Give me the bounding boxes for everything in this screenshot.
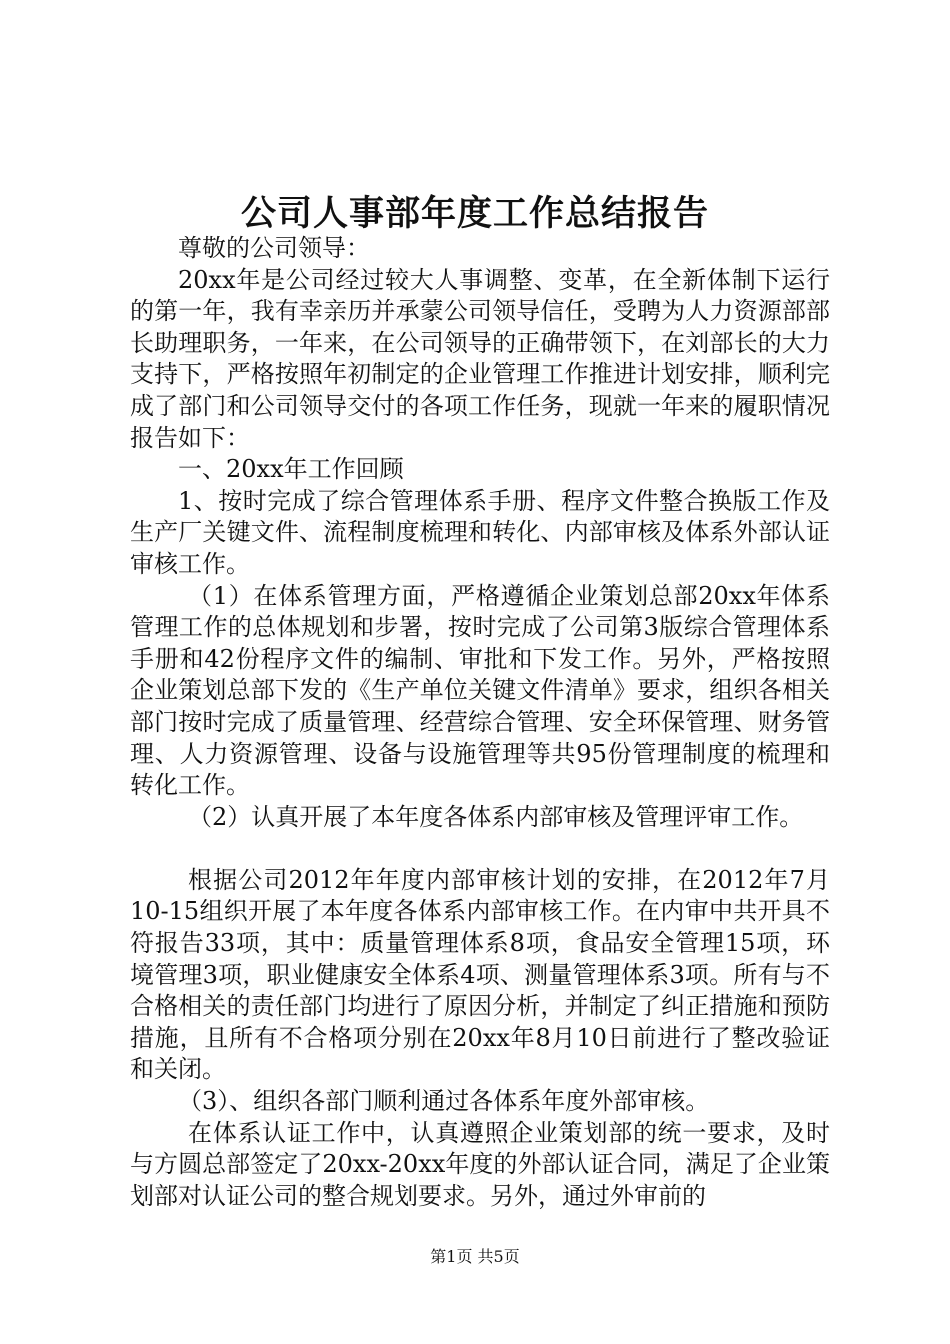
paragraph-subitem-1: （1）在体系管理方面，严格遵循企业策划总部20xx年体系管理工作的总体规划和步署，按时完成了公司第3版综合管理体系手册和42份程序文件的编制、审批和下发工作。另外，严格按照企业策划总部下发的《生产单位关键文件清单》要求，组织各相关部门按时完成了质量管理、经营综合管理、安全环保管理、财务管理、人力资源管理、设备与设施管理等共95份管理制度的梳理和转化工作。 [130, 581, 830, 800]
paragraph-spacer [130, 833, 830, 865]
page-footer: 第1页 共5页 [430, 1247, 520, 1266]
paragraph-certification: 在体系认证工作中，认真遵照企业策划部的统一要求，及时与方圆总部签定了20xx-20xx年度的外部认证合同，满足了企业策划部对认证公司的整合规划要求。另外，通过外审前的 [130, 1118, 830, 1210]
paragraph-subitem-3: （3）、组织各部门顺利通过各体系年度外部审核。 [178, 1087, 710, 1116]
paragraph-subitem-2: （2）认真开展了本年度各体系内部审核及管理评审工作。 [188, 802, 804, 831]
section-heading: 一、20xx年工作回顾 [178, 455, 404, 484]
salutation: 尊敬的公司领导： [178, 234, 370, 262]
document-body [130, 233, 830, 1212]
document-title: 公司人事部年度工作总结报告 [240, 193, 709, 234]
paragraph-item-1: 1、按时完成了综合管理体系手册、程序文件整合换版工作及生产厂关键文件、流程制度梳理和转化、内部审核及体系外部认证审核工作。 [130, 486, 830, 578]
paragraph-audit-details: 根据公司2012年年度内部审核计划的安排，在2012年7月10-15组织开展了本年度各体系内部审核工作。在内审中共开具不符报告33项，其中：质量管理体系8项，食品安全管理15项，环境管理3项，职业健康安全体系4项、测量管理体系3项。所有与不合格相关的责任部门均进行了原因分析，并制定了纠正措施和预防措施，且所有不合格项分别在20xx年8月10日前进行了整改验证和关闭。 [130, 865, 830, 1084]
paragraph-intro: 20xx年是公司经过较大人事调整、变革，在全新体制下运行的第一年，我有幸亲历并承蒙公司领导信任，受聘为人力资源部部长助理职务，一年来，在公司领导的正确带领下，在刘部长的大力支持下，严格按照年初制定的企业管理工作推进计划安排，顺利完成了部门和公司领导交付的各项工作任务，现就一年来的履职情况报告如下： [130, 265, 830, 452]
